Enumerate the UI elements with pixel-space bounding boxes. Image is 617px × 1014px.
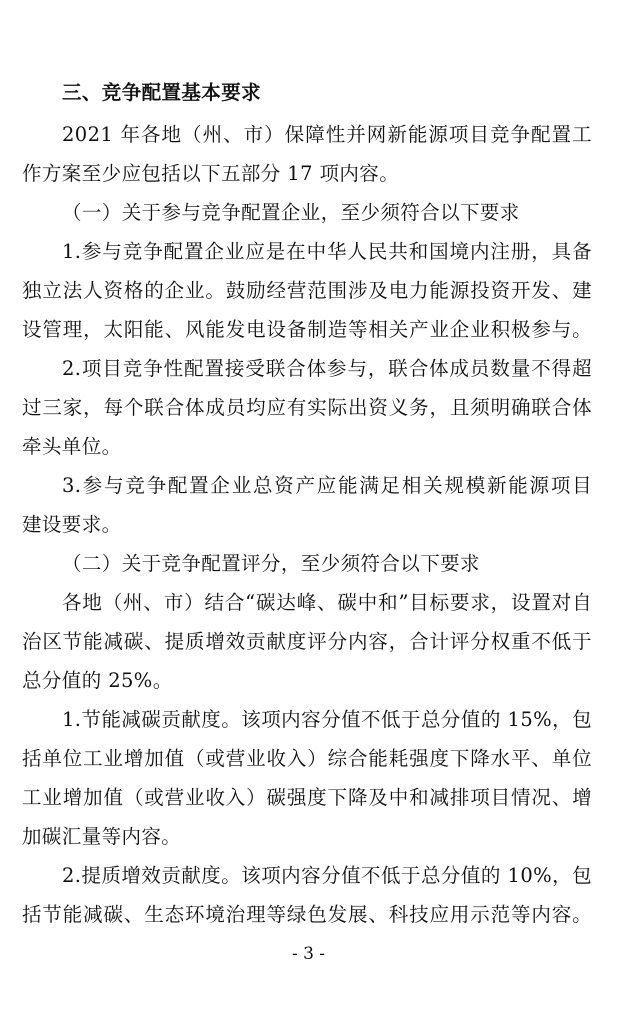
- page-number: - 3 -: [291, 944, 326, 964]
- section-heading: 三、竞争配置基本要求: [62, 81, 262, 104]
- sub2-item1-line-1: 1.节能减碳贡献度。该项内容分值不低于总分值的 15%，包: [62, 708, 592, 731]
- sub2-intro-line-1: 各地（州、市）结合“碳达峰、碳中和”目标要求，设置对自: [62, 591, 592, 614]
- sub2-item1-line-2: 括单位工业增加值（或营业收入）综合能耗强度下降水平、单位: [22, 747, 592, 770]
- sub1-item1-line-2: 独立法人资格的企业。鼓励经营范围涉及电力能源投资开发、建: [22, 279, 592, 302]
- sub1-item2-line-2: 过三家，每个联合体成员均应有实际出资义务，且须明确联合体: [22, 396, 592, 419]
- subsection1-heading: （一）关于参与竞争配置企业，至少须符合以下要求: [62, 201, 520, 224]
- intro-line-2: 作方案至少应包括以下五部分 17 项内容。: [22, 162, 400, 185]
- sub1-item1-line-1: 1.参与竞争配置企业应是在中华人民共和国境内注册，具备: [62, 240, 592, 263]
- sub1-item2-line-1: 2.项目竞争性配置接受联合体参与，联合体成员数量不得超: [62, 357, 592, 380]
- subsection2-heading: （二）关于竞争配置评分，至少须符合以下要求: [62, 552, 480, 575]
- sub2-intro-line-3: 总分值的 25%。: [22, 669, 173, 692]
- sub1-item3-line-2: 建设要求。: [22, 513, 122, 536]
- sub2-item2-line-1: 2.提质增效贡献度。该项内容分值不低于总分值的 10%，包: [62, 864, 592, 887]
- sub2-intro-line-2: 治区节能减碳、提质增效贡献度评分内容，合计评分权重不低于: [22, 630, 592, 653]
- sub2-item1-line-4: 加碳汇量等内容。: [22, 825, 182, 848]
- sub2-item1-line-3: 工业增加值（或营业收入）碳强度下降及中和减排项目情况、增: [22, 786, 592, 809]
- intro-line-1: 2021 年各地（州、市）保障性并网新能源项目竞争配置工: [62, 123, 592, 146]
- sub1-item2-line-3: 牵头单位。: [22, 435, 122, 458]
- sub1-item1-line-3: 设管理，太阳能、风能发电设备制造等相关产业企业积极参与。: [22, 318, 592, 341]
- sub2-item2-line-2: 括节能减碳、生态环境治理等绿色发展、科技应用示范等内容。: [22, 903, 592, 926]
- sub1-item3-line-1: 3.参与竞争配置企业总资产应能满足相关规模新能源项目: [62, 474, 592, 497]
